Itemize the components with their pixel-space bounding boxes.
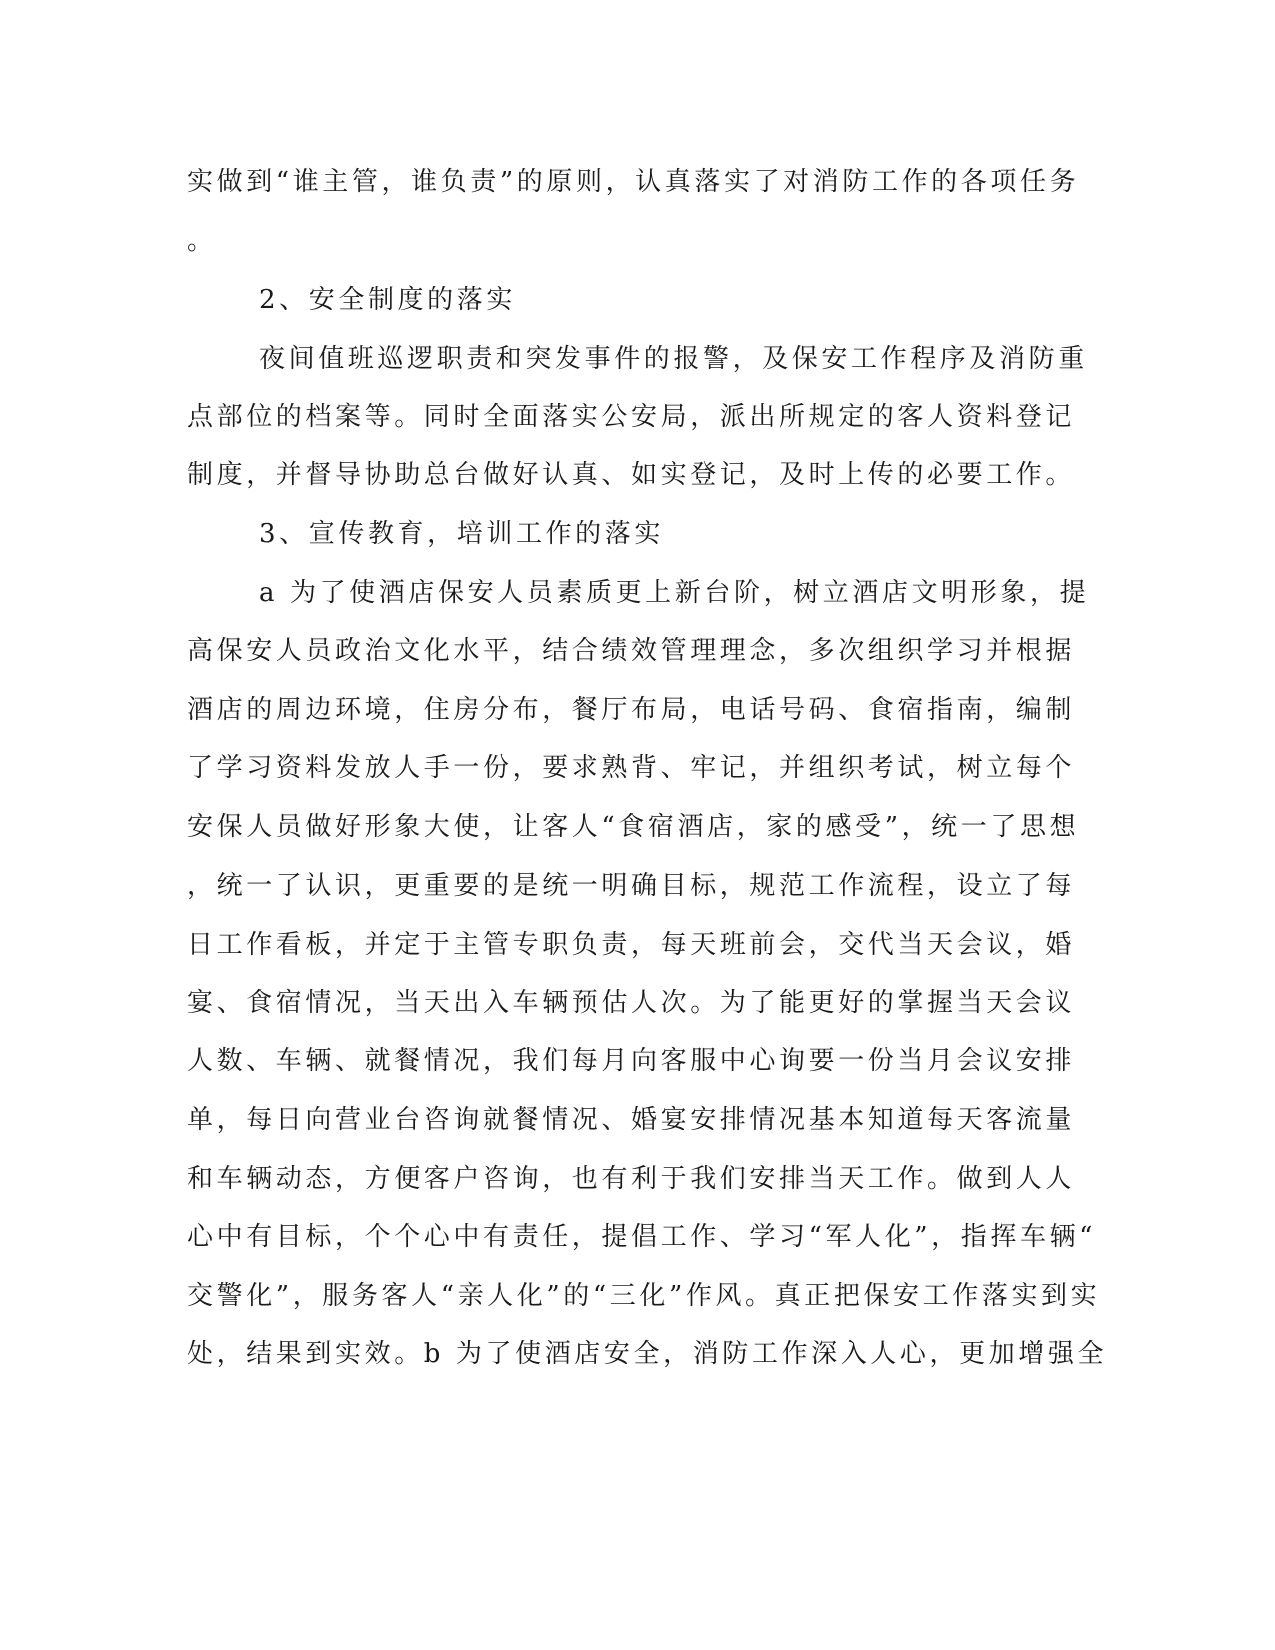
text-line: 心中有目标，个个心中有责任，提倡工作、学习“军人化”，指挥车辆“: [187, 1222, 1097, 1252]
text-line: 和车辆动态，方便客户咨询，也有利于我们安排当天工作。做到人人: [187, 1164, 1076, 1194]
section-heading: 3、宣传教育，培训工作的落实: [259, 519, 664, 549]
text-line: 高保安人员政治文化水平，结合绩效管理理念，多次组织学习并根据: [187, 636, 1076, 666]
text-line: 实做到“谁主管，谁负责”的原则，认真落实了对消防工作的各项任务: [187, 167, 1080, 197]
text-line: ，统一了认识，更重要的是统一明确目标，规范工作流程，设立了每: [187, 871, 1076, 901]
text-line: 制度，并督导协助总台做好认真、如实登记，及时上传的必要工作。: [187, 460, 1076, 490]
text-line: 酒店的周边环境，住房分布，餐厅布局，电话号码、食宿指南，编制: [187, 695, 1076, 725]
text-line: 交警化”，服务客人“亲人化”的“三化”作风。真正把保安工作落实到实: [187, 1281, 1101, 1311]
text-line: 点部位的档案等。同时全面落实公安局，派出所规定的客人资料登记: [187, 402, 1076, 432]
text-line: 人数、车辆、就餐情况，我们每月向客服中心询要一份当月会议安排: [187, 1046, 1076, 1076]
text-line: 日工作看板，并定于主管专职负责，每天班前会，交代当天会议，婚: [187, 930, 1076, 960]
paragraph-first-line: a 为了使酒店保安人员素质更上新台阶，树立酒店文明形象，提: [259, 578, 1090, 608]
text-line: 单，每日向营业台咨询就餐情况、婚宴安排情况基本知道每天客流量: [187, 1105, 1076, 1135]
text-line: 处，结果到实效。b 为了使酒店安全，消防工作深入人心，更加增强全: [187, 1339, 1108, 1369]
paragraph-first-line: 夜间值班巡逻职责和突发事件的报警，及保安工作程序及消防重: [259, 344, 1088, 374]
text-line: 。: [187, 226, 217, 256]
section-heading: 2、安全制度的落实: [259, 285, 516, 315]
text-line: 安保人员做好形象大使，让客人“食宿酒店，家的感受”，统一了思想: [187, 812, 1080, 842]
text-line: 了学习资料发放人手一份，要求熟背、牢记，并组织考试，树立每个: [187, 753, 1076, 783]
text-line: 宴、食宿情况，当天出入车辆预估人次。为了能更好的掌握当天会议: [187, 988, 1076, 1018]
